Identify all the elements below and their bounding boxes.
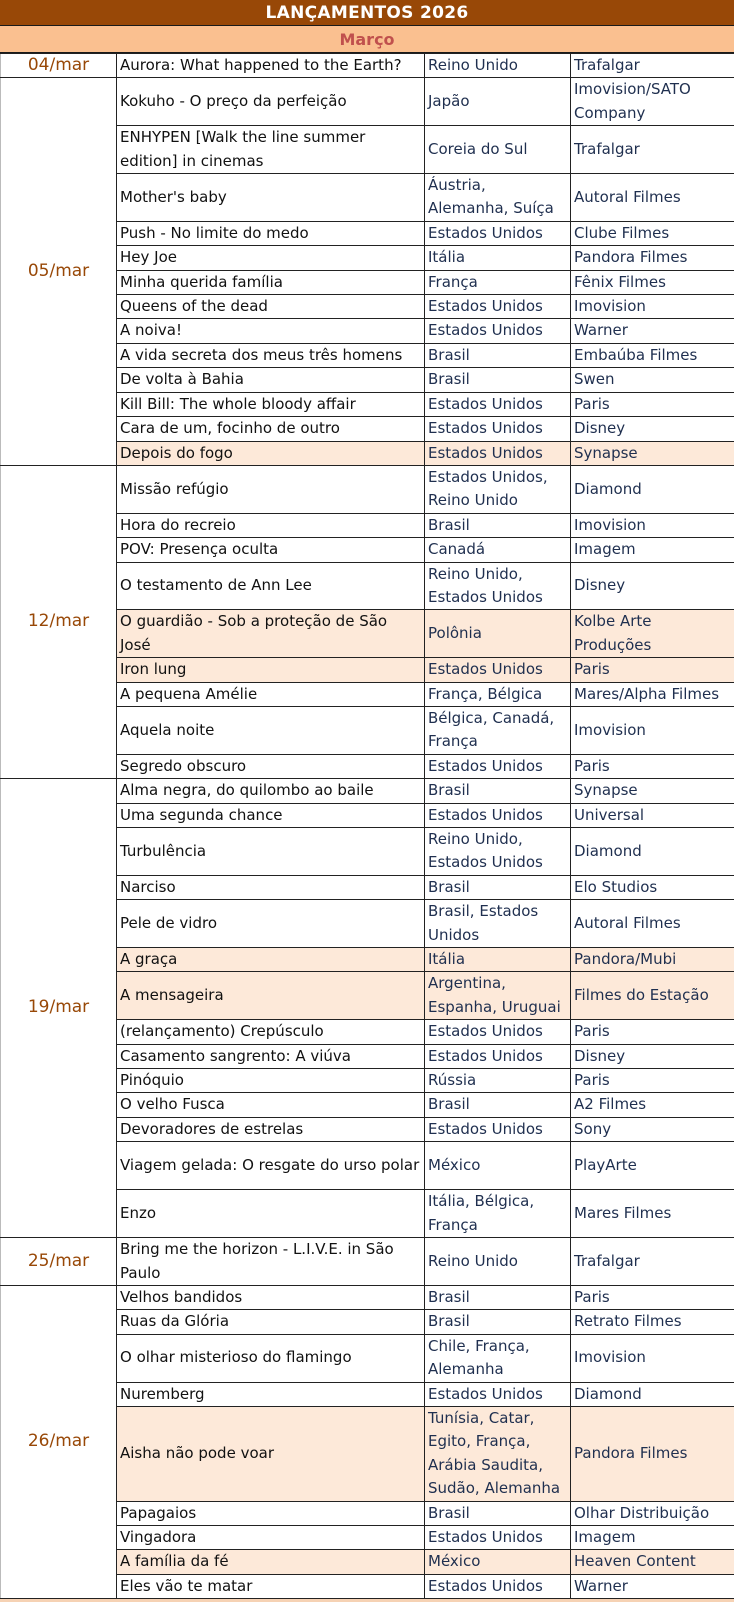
movie-title: Pele de vidro bbox=[117, 900, 425, 948]
movie-title: Hora do recreio bbox=[117, 513, 425, 537]
distributor-cell: Universal bbox=[571, 803, 734, 827]
country-cell: Chile, França, Alemanha bbox=[425, 1334, 571, 1382]
country-cell: Brasil, Estados Unidos bbox=[425, 900, 571, 948]
distributor-cell: Diamond bbox=[571, 828, 734, 876]
movie-title: Minha querida família bbox=[117, 270, 425, 294]
country-cell: Itália, Bélgica, França bbox=[425, 1190, 571, 1238]
country-cell: Estados Unidos bbox=[425, 295, 571, 319]
distributor-cell: Retrato Filmes bbox=[571, 1310, 734, 1334]
country-cell: Argentina, Espanha, Uruguai bbox=[425, 972, 571, 1020]
country-cell: Áustria, Alemanha, Suíça bbox=[425, 174, 571, 222]
distributor-cell: Paris bbox=[571, 1069, 734, 1093]
distributor-cell: Imovision bbox=[571, 1334, 734, 1382]
movie-title: O olhar misterioso do flamingo bbox=[117, 1334, 425, 1382]
movie-title: Missão refúgio bbox=[117, 465, 425, 513]
distributor-cell: Swen bbox=[571, 368, 734, 392]
distributor-cell: Trafalgar bbox=[571, 1238, 734, 1286]
release-date: 04/mar bbox=[1, 54, 117, 78]
movie-title: Cara de um, focinho de outro bbox=[117, 417, 425, 441]
movie-title: Devoradores de estrelas bbox=[117, 1117, 425, 1141]
country-cell: Estados Unidos bbox=[425, 392, 571, 416]
country-cell: Estados Unidos bbox=[425, 754, 571, 778]
country-cell: Itália bbox=[425, 948, 571, 972]
release-date: 05/mar bbox=[1, 78, 117, 466]
country-cell: Estados Unidos bbox=[425, 1574, 571, 1598]
movie-title: Hey Joe bbox=[117, 246, 425, 270]
country-cell: Japão bbox=[425, 78, 571, 126]
movie-title: Queens of the dead bbox=[117, 295, 425, 319]
distributor-cell: Paris bbox=[571, 1285, 734, 1309]
table-row bbox=[1, 1285, 734, 1309]
country-cell: Estados Unidos bbox=[425, 1382, 571, 1406]
release-date: 26/mar bbox=[1, 1285, 117, 1598]
movie-title: Kokuho - O preço da perfeição bbox=[117, 78, 425, 126]
release-date: 19/mar bbox=[1, 779, 117, 1238]
movie-title: Nuremberg bbox=[117, 1382, 425, 1406]
country-cell: Bélgica, Canadá, França bbox=[425, 706, 571, 754]
country-cell: Polônia bbox=[425, 610, 571, 658]
movie-title: A mensageira bbox=[117, 972, 425, 1020]
country-cell: França, Bélgica bbox=[425, 682, 571, 706]
country-cell: Estados Unidos bbox=[425, 1044, 571, 1068]
country-cell: Brasil bbox=[425, 1310, 571, 1334]
movie-title: Papagaios bbox=[117, 1501, 425, 1525]
movie-title: O velho Fusca bbox=[117, 1093, 425, 1117]
distributor-cell: Olhar Distribuição bbox=[571, 1501, 734, 1525]
country-cell: Brasil bbox=[425, 1501, 571, 1525]
distributor-cell: Paris bbox=[571, 658, 734, 682]
distributor-cell: Disney bbox=[571, 1044, 734, 1068]
country-cell: Tunísia, Catar, Egito, França, Arábia Saudita, Sudão, Alemanha bbox=[425, 1406, 571, 1501]
releases-table bbox=[0, 53, 734, 1599]
movie-title: POV: Presença oculta bbox=[117, 538, 425, 562]
movie-title: De volta à Bahia bbox=[117, 368, 425, 392]
distributor-cell: Autoral Filmes bbox=[571, 174, 734, 222]
distributor-cell: Elo Studios bbox=[571, 875, 734, 899]
movie-title: Aisha não pode voar bbox=[117, 1406, 425, 1501]
country-cell: Estados Unidos bbox=[425, 1020, 571, 1044]
country-cell: México bbox=[425, 1142, 571, 1190]
distributor-cell: Sony bbox=[571, 1117, 734, 1141]
movie-title: A família da fé bbox=[117, 1550, 425, 1574]
distributor-cell: Imovision bbox=[571, 706, 734, 754]
movie-title: Casamento sangrento: A viúva bbox=[117, 1044, 425, 1068]
movie-title: Segredo obscuro bbox=[117, 754, 425, 778]
country-cell: Estados Unidos bbox=[425, 803, 571, 827]
movie-title: Enzo bbox=[117, 1190, 425, 1238]
movie-title: Vingadora bbox=[117, 1525, 425, 1549]
movie-title: Pinóquio bbox=[117, 1069, 425, 1093]
country-cell: Brasil bbox=[425, 1093, 571, 1117]
country-cell: Coreia do Sul bbox=[425, 126, 571, 174]
distributor-cell: PlayArte bbox=[571, 1142, 734, 1190]
country-cell: Brasil bbox=[425, 368, 571, 392]
distributor-cell: Imagem bbox=[571, 1525, 734, 1549]
movie-title: Bring me the horizon - L.I.V.E. in São Paulo bbox=[117, 1238, 425, 1286]
table-row bbox=[1, 78, 734, 126]
distributor-cell: Pandora/Mubi bbox=[571, 948, 734, 972]
distributor-cell: Fênix Filmes bbox=[571, 270, 734, 294]
country-cell: Reino Unido bbox=[425, 1238, 571, 1286]
distributor-cell: A2 Filmes bbox=[571, 1093, 734, 1117]
country-cell: Estados Unidos bbox=[425, 319, 571, 343]
country-cell: Brasil bbox=[425, 343, 571, 367]
release-date: 25/mar bbox=[1, 1238, 117, 1286]
movie-title: ENHYPEN [Walk the line summer edition] in cinemas bbox=[117, 126, 425, 174]
movie-title: Velhos bandidos bbox=[117, 1285, 425, 1309]
distributor-cell: Warner bbox=[571, 1574, 734, 1598]
country-cell: Estados Unidos bbox=[425, 221, 571, 245]
movie-title: Aquela noite bbox=[117, 706, 425, 754]
distributor-cell: Clube Filmes bbox=[571, 221, 734, 245]
movie-title: Kill Bill: The whole bloody affair bbox=[117, 392, 425, 416]
movie-title: Uma segunda chance bbox=[117, 803, 425, 827]
country-cell: México bbox=[425, 1550, 571, 1574]
distributor-cell: Autoral Filmes bbox=[571, 900, 734, 948]
country-cell: Reino Unido, Estados Unidos bbox=[425, 828, 571, 876]
release-date: 12/mar bbox=[1, 465, 117, 778]
movie-title: A vida secreta dos meus três homens bbox=[117, 343, 425, 367]
country-cell: Estados Unidos bbox=[425, 441, 571, 465]
movie-title: A noiva! bbox=[117, 319, 425, 343]
country-cell: Brasil bbox=[425, 1285, 571, 1309]
distributor-cell: Heaven Content bbox=[571, 1550, 734, 1574]
distributor-cell: Synapse bbox=[571, 779, 734, 803]
country-cell: Canadá bbox=[425, 538, 571, 562]
country-cell: Estados Unidos bbox=[425, 417, 571, 441]
country-cell: Estados Unidos, Reino Unido bbox=[425, 465, 571, 513]
country-cell: Brasil bbox=[425, 875, 571, 899]
movie-title: Alma negra, do quilombo ao baile bbox=[117, 779, 425, 803]
movie-title: Mother's baby bbox=[117, 174, 425, 222]
distributor-cell: Trafalgar bbox=[571, 126, 734, 174]
country-cell: Itália bbox=[425, 246, 571, 270]
movie-title: Ruas da Glória bbox=[117, 1310, 425, 1334]
country-cell: Estados Unidos bbox=[425, 1525, 571, 1549]
country-cell: Estados Unidos bbox=[425, 1117, 571, 1141]
movie-title: Depois do fogo bbox=[117, 441, 425, 465]
distributor-cell: Mares Filmes bbox=[571, 1190, 734, 1238]
movie-title: (relançamento) Crepúsculo bbox=[117, 1020, 425, 1044]
movie-title: O guardião - Sob a proteção de São José bbox=[117, 610, 425, 658]
country-cell: Brasil bbox=[425, 513, 571, 537]
distributor-cell: Disney bbox=[571, 417, 734, 441]
country-cell: França bbox=[425, 270, 571, 294]
distributor-cell: Filmes do Estação bbox=[571, 972, 734, 1020]
table-row bbox=[1, 54, 734, 78]
distributor-cell: Trafalgar bbox=[571, 54, 734, 78]
distributor-cell: Diamond bbox=[571, 465, 734, 513]
country-cell: Brasil bbox=[425, 779, 571, 803]
distributor-cell: Disney bbox=[571, 562, 734, 610]
movie-title: Viagem gelada: O resgate do urso polar bbox=[117, 1142, 425, 1190]
country-cell: Estados Unidos bbox=[425, 658, 571, 682]
distributor-cell: Imagem bbox=[571, 538, 734, 562]
country-cell: Reino Unido bbox=[425, 54, 571, 78]
table-row bbox=[1, 465, 734, 513]
country-cell: Rússia bbox=[425, 1069, 571, 1093]
distributor-cell: Mares/Alpha Filmes bbox=[571, 682, 734, 706]
distributor-cell: Diamond bbox=[571, 1382, 734, 1406]
movie-title: Eles vão te matar bbox=[117, 1574, 425, 1598]
distributor-cell: Imovision bbox=[571, 295, 734, 319]
movie-title: A pequena Amélie bbox=[117, 682, 425, 706]
movie-title: Iron lung bbox=[117, 658, 425, 682]
movie-title: Push - No limite do medo bbox=[117, 221, 425, 245]
table-row bbox=[1, 779, 734, 803]
movie-title: Turbulência bbox=[117, 828, 425, 876]
distributor-cell: Paris bbox=[571, 754, 734, 778]
distributor-cell: Kolbe Arte Produções bbox=[571, 610, 734, 658]
distributor-cell: Pandora Filmes bbox=[571, 246, 734, 270]
country-cell: Reino Unido, Estados Unidos bbox=[425, 562, 571, 610]
distributor-cell: Pandora Filmes bbox=[571, 1406, 734, 1501]
movie-title: Narciso bbox=[117, 875, 425, 899]
distributor-cell: Synapse bbox=[571, 441, 734, 465]
distributor-cell: Imovision/SATO Company bbox=[571, 78, 734, 126]
month-header: Março bbox=[0, 26, 734, 53]
distributor-cell: Warner bbox=[571, 319, 734, 343]
distributor-cell: Paris bbox=[571, 1020, 734, 1044]
sheet-title: LANÇAMENTOS 2026 bbox=[0, 0, 734, 26]
distributor-cell: Imovision bbox=[571, 513, 734, 537]
distributor-cell: Embaúba Filmes bbox=[571, 343, 734, 367]
distributor-cell: Paris bbox=[571, 392, 734, 416]
movie-title: O testamento de Ann Lee bbox=[117, 562, 425, 610]
movie-title: A graça bbox=[117, 948, 425, 972]
movie-title: Aurora: What happened to the Earth? bbox=[117, 54, 425, 78]
table-row bbox=[1, 1238, 734, 1286]
